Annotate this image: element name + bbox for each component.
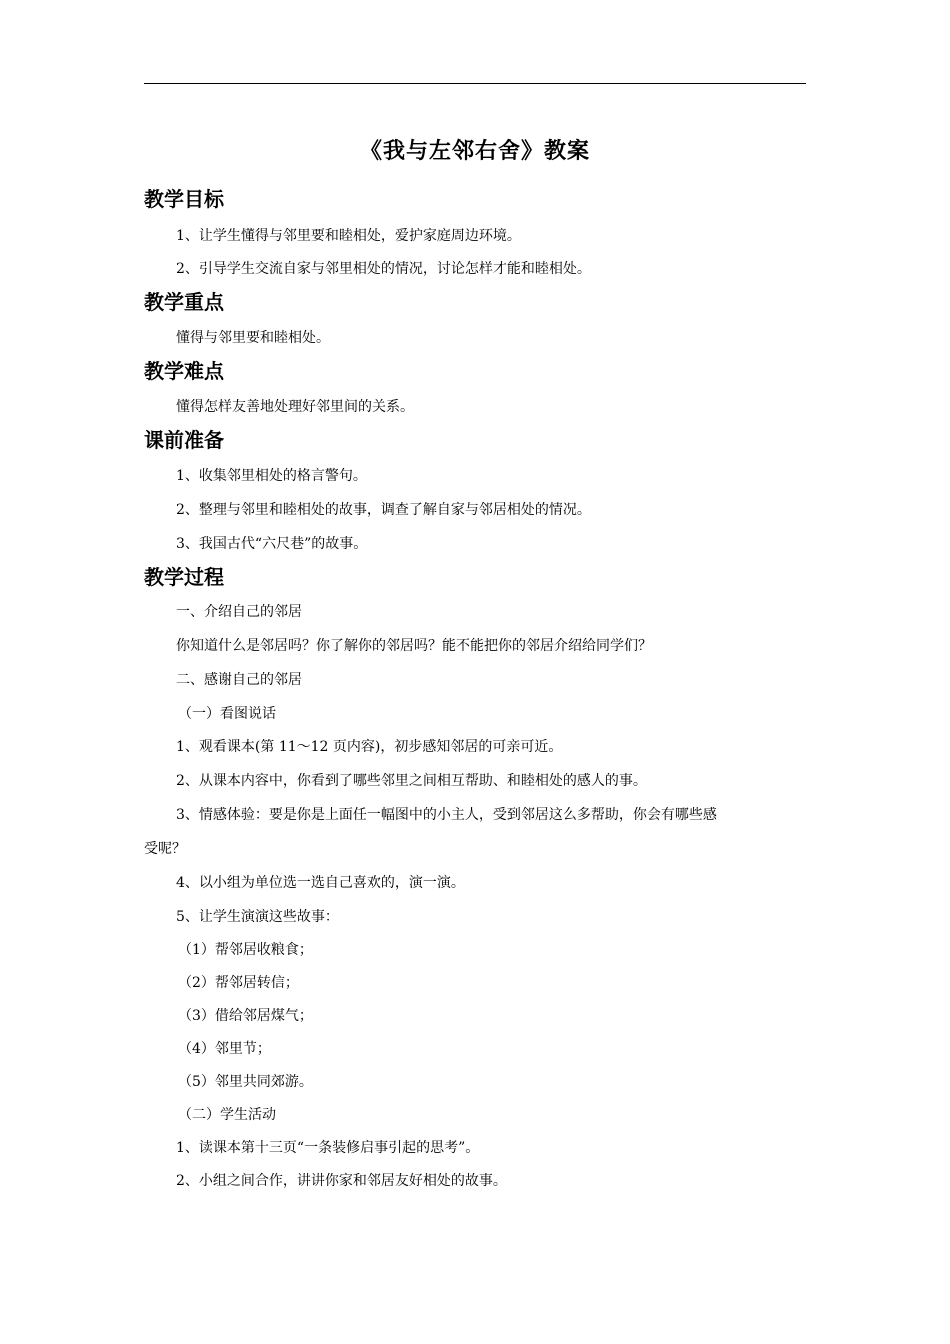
heading-focus: 教学重点 <box>144 290 224 314</box>
prep-item: 3、我国古代“六尺巷”的故事。 <box>176 536 368 552</box>
process-item: （3）借给邻居煤气； <box>178 1008 313 1024</box>
process-item-continued: 受呢？ <box>144 841 186 857</box>
process-item: 5、让学生演演这些故事： <box>176 909 339 925</box>
focus-item: 懂得与邻里要和睦相处。 <box>176 330 330 346</box>
process-item: 你知道什么是邻居吗？你了解你的邻居吗？能不能把你的邻居介绍给同学们？ <box>176 638 652 654</box>
process-item: 3、情感体验：要是你是上面任一幅图中的小主人，受到邻居这么多帮助，你会有哪些感 <box>176 807 717 823</box>
process-item: 1、读课本第十三页“一条装修启事引起的思考”。 <box>176 1140 480 1156</box>
prep-item: 1、收集邻里相处的格言警句。 <box>176 468 367 484</box>
process-item: （5）邻里共同郊游。 <box>178 1074 313 1090</box>
goal-item: 1、让学生懂得与邻里要和睦相处，爱护家庭周边环境。 <box>176 228 521 244</box>
goal-item: 2、引导学生交流自家与邻里相处的情况，讨论怎样才能和睦相处。 <box>176 261 591 277</box>
document-title: 《我与左邻右舍》教案 <box>359 139 590 164</box>
process-item: 4、以小组为单位选一选自己喜欢的，演一演。 <box>176 875 465 891</box>
heading-goals: 教学目标 <box>144 187 224 211</box>
process-item: （1）帮邻居收粮食； <box>178 942 313 958</box>
heading-process: 教学过程 <box>144 565 224 589</box>
process-item: 2、从课本内容中，你看到了哪些邻里之间相互帮助、和睦相处的感人的事。 <box>176 773 647 789</box>
process-item: 一、介绍自己的邻居 <box>176 604 302 620</box>
heading-difficulty: 教学难点 <box>144 359 224 383</box>
process-item: （二）学生活动 <box>178 1107 276 1123</box>
header-rule <box>144 83 806 84</box>
prep-item: 2、整理与邻里和睦相处的故事，调查了解自家与邻居相处的情况。 <box>176 502 591 518</box>
process-item: 二、感谢自己的邻居 <box>176 672 302 688</box>
process-item: 1、观看课本(第 11～12 页内容)，初步感知邻居的可亲可近。 <box>176 739 563 755</box>
process-item: （2）帮邻居转信； <box>178 975 299 991</box>
process-item: 2、小组之间合作，讲讲你家和邻居友好相处的故事。 <box>176 1173 507 1189</box>
difficulty-item: 懂得怎样友善地处理好邻里间的关系。 <box>176 399 414 415</box>
process-item: （4）邻里节； <box>178 1041 271 1057</box>
heading-prep: 课前准备 <box>144 428 224 452</box>
process-item: （一）看图说话 <box>178 706 276 722</box>
